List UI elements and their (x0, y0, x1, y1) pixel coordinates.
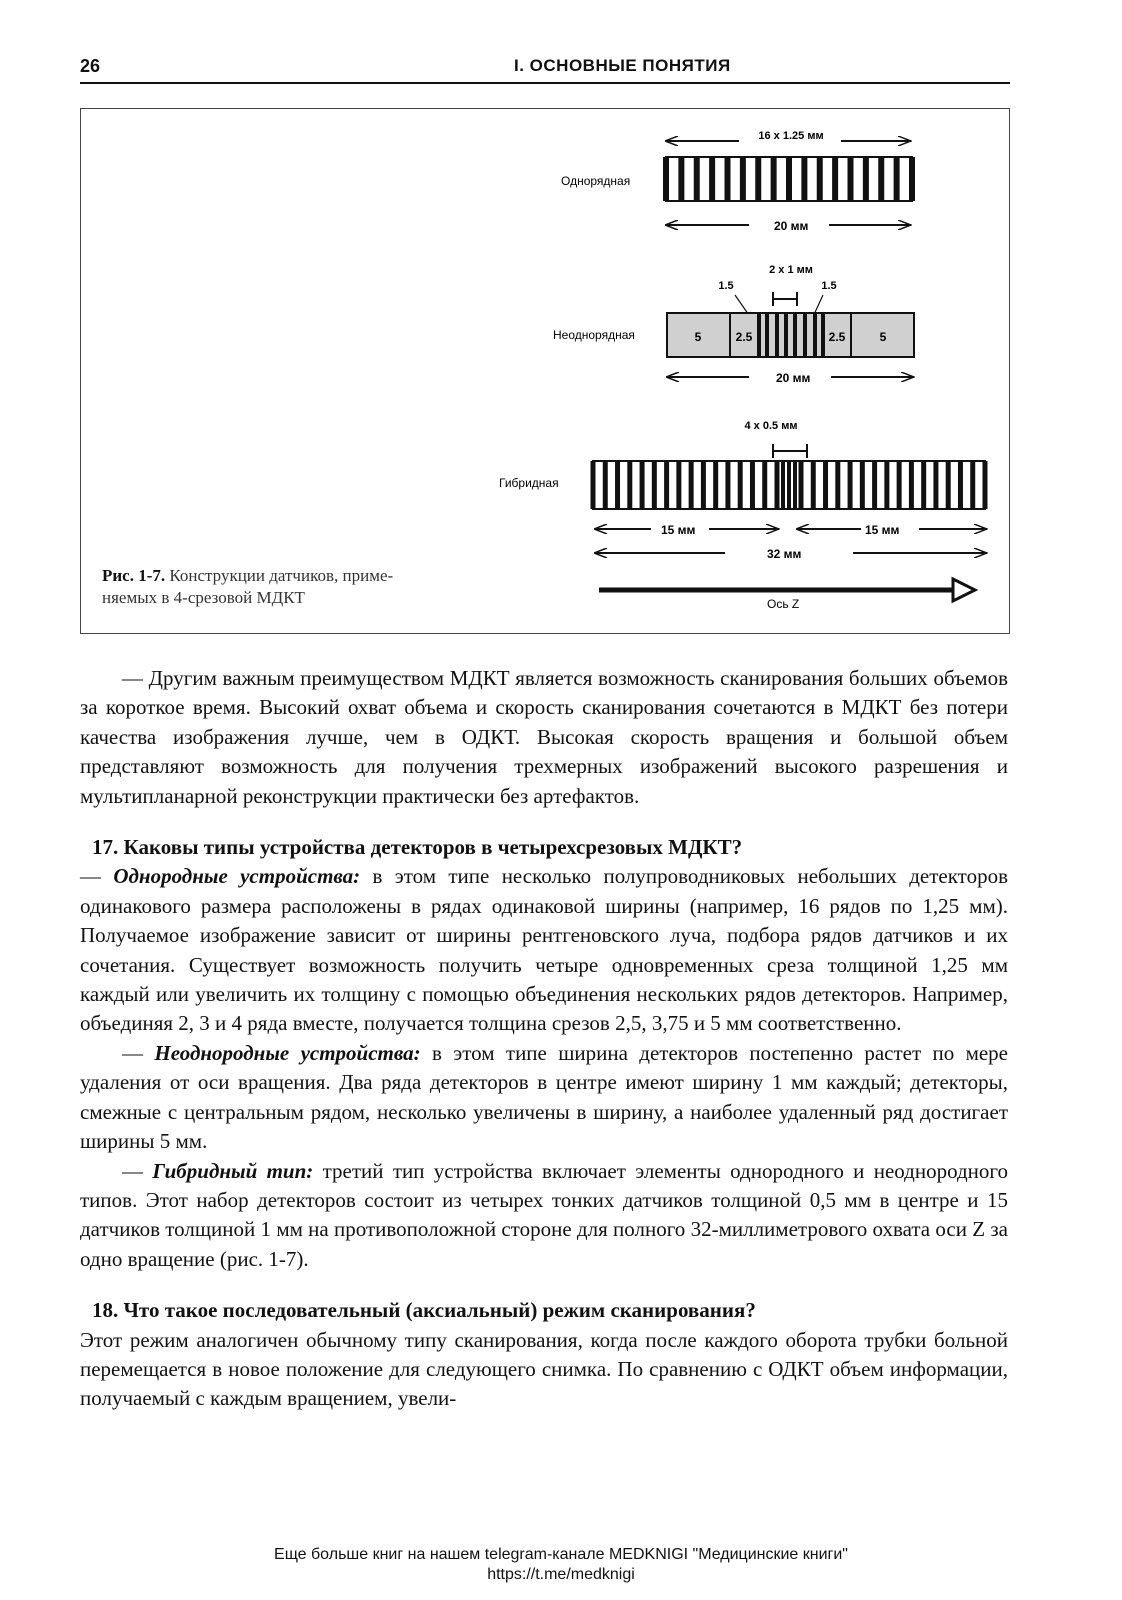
detector-element (872, 461, 877, 509)
detector-element (755, 157, 761, 201)
caption-text-line1: Конструкции датчиков, приме- (165, 566, 394, 585)
detector-element (771, 157, 777, 201)
detector-element (615, 461, 620, 509)
detector-element (793, 313, 797, 357)
detector-element (817, 157, 823, 201)
detector-element (801, 157, 807, 201)
text-hybrid: третий тип устройства включает элементы однородного и неоднородного типов. Этот набор детекторов состоит из четырех тонких датчиков толщиной 0,5 мм в центре и 15 датчиков толщиной 1 мм на противоположной стороне для полного 32-миллиметрового охвата оси Z за одно вращение (рис. 1-7). (80, 1158, 1009, 1271)
row-uniform (561, 130, 915, 233)
detector-element (803, 313, 807, 357)
detector-element (933, 461, 938, 509)
term-nonuniform: Неоднородные устройства: (154, 1040, 421, 1065)
detector-element (863, 157, 869, 201)
detector-element (832, 157, 838, 201)
row2-cell-4: 5 (879, 330, 887, 344)
detector-element (894, 157, 900, 201)
detector-element-thin (781, 461, 785, 509)
row2-cell-2: 2.5 (735, 330, 753, 344)
detector-element (878, 157, 884, 201)
detector-element-thin (793, 461, 797, 509)
detector-element-thin (787, 461, 791, 509)
row2-cell-3: 2.5 (828, 330, 846, 344)
row-nonuniform (553, 264, 914, 385)
detector-element (897, 461, 902, 509)
detector-element (757, 313, 761, 357)
detector-element (784, 313, 788, 357)
detector-element (762, 461, 767, 509)
detector-element (821, 313, 825, 357)
detector-element (775, 461, 780, 509)
row2-right-small: 1.5 (821, 280, 837, 292)
row-hybrid (499, 420, 988, 561)
detector-element (725, 461, 730, 509)
detector-element (664, 461, 669, 509)
detector-element (823, 461, 828, 509)
page-footer (0, 1545, 1122, 1585)
detector-element (750, 461, 755, 509)
figure-detector-designs (80, 108, 1010, 634)
detector-element (983, 461, 988, 509)
question-18-heading: 18. Что такое последовательный (аксиальный) режим сканирования? (92, 1298, 756, 1323)
row1-label: Однорядная (561, 174, 631, 188)
detector-element (848, 461, 853, 509)
term-uniform: Однородные устройства: (113, 864, 361, 889)
row3-label: Гибридная (499, 476, 559, 490)
detector-element (811, 461, 816, 509)
page-header (80, 56, 1010, 84)
detector-element (970, 461, 975, 509)
detector-element (799, 461, 804, 509)
detector-element (848, 157, 854, 201)
paragraph-hybrid (80, 1157, 1008, 1275)
row2-bottom-dim: 20 мм (776, 371, 811, 385)
detector-element (738, 461, 743, 509)
detector-element (627, 461, 632, 509)
detector-element (946, 461, 951, 509)
detector-element (591, 461, 596, 509)
detector-element (713, 461, 718, 509)
detector-element (921, 461, 926, 509)
detector-element (909, 461, 914, 509)
detector-element (813, 313, 817, 357)
detector-element (709, 157, 715, 201)
row1-top-dim: 16 x 1.25 мм (758, 130, 824, 142)
question-17-heading: 17. Каковы типы устройства детекторов в четырехсрезовых МДКТ? (92, 835, 743, 860)
paragraph-axial-mode: Этот режим аналогичен обычному типу сканирования, когда после каждого оборота трубки больной перемещается в новое положение для следующего снимка. По сравнению с ОДКТ объем информации, получаемый с каждым вращением, увели- (80, 1327, 1008, 1411)
dash: — (80, 864, 114, 889)
body-text (80, 664, 1008, 1414)
detector-element (701, 461, 706, 509)
detector-element (786, 157, 792, 201)
detector-element (640, 461, 645, 509)
detector-element (765, 313, 769, 357)
row3-top-dim: 4 x 0.5 мм (744, 420, 798, 432)
z-axis-label: Ось Z (767, 597, 800, 611)
detector-element (689, 461, 694, 509)
caption-label: Рис. 1-7. (102, 566, 166, 585)
detector-element (884, 461, 889, 509)
footer-link[interactable]: https://t.me/medknigi (487, 1566, 635, 1583)
row3-left-dim: 15 мм (661, 523, 696, 537)
detector-element (676, 461, 681, 509)
row2-top-dim: 2 x 1 мм (769, 264, 813, 276)
detector-element (740, 157, 746, 201)
footer-promo: Еще больше книг на нашем telegram-канале MEDKNIGI "Медицинские книги" (274, 1546, 848, 1563)
running-head: I. ОСНОВНЫЕ ПОНЯТИЯ (514, 56, 731, 75)
figure-caption (102, 565, 522, 609)
paragraph-uniform (80, 862, 1008, 1038)
detector-element (652, 461, 657, 509)
detector-element (694, 157, 700, 201)
detector-element (663, 157, 669, 201)
page-number: 26 (80, 56, 101, 76)
dash: — (122, 1158, 153, 1183)
z-axis (599, 579, 975, 611)
caption-text-line2: няемых в 4-срезовой МДКТ (102, 588, 305, 607)
paragraph-mdct-advantage: — Другим важным преимуществом МДКТ является возможность сканирования больших объемов за короткое время. Высокий охват объема и скорость сканирования сочетаются в МДКТ без потери качества изображения лучше, чем в ОДКТ. Высокая скорость вращения и большой объем представляют возможность для получения трехмерных изображений высокого разрешения и мультипланарной реконструкции практически без артефактов. (80, 666, 1008, 808)
text-uniform: в этом типе несколько полупроводниковых небольших детекторов одинакового размера расположены в рядах одинаковой ширины (например, 16 рядов по 1,25 мм). Получаемое изображение зависит от ширины рентгеновского луча, подбора рядов датчиков и их сочетания. Существует возможность получить четыре одновременных среза толщиной 1,25 мм каждый или увеличить их толщину с помощью объединения нескольких рядов детекторов. Например, объединяя 2, 3 и 4 ряда вместе, получается толщина срезов 2,5, 3,75 и 5 мм соответственно. (80, 864, 1008, 1036)
detector-element (835, 461, 840, 509)
detector-element (603, 461, 608, 509)
detector-element (725, 157, 731, 201)
detector-element (678, 157, 684, 201)
row2-label: Неоднорядная (553, 328, 635, 342)
text-nonuniform: в этом типе ширина детекторов постепенно растет по мере удаления от оси вращения. Два ряда детекторов в центре имеют ширину 1 мм каждый; детекторы, смежные с центральным рядом, несколько увеличены в ширину, а наиболее удаленный ряд достигает ширины 5 мм. (80, 1040, 1009, 1154)
row2-left-small: 1.5 (718, 280, 734, 292)
row1-bottom-dim: 20 мм (774, 219, 809, 233)
row3-bottom-dim: 32 мм (767, 547, 802, 561)
term-hybrid: Гибридный тип: (152, 1158, 314, 1183)
detector-element (958, 461, 963, 509)
detector-diagram (81, 109, 1009, 633)
detector-element (775, 313, 779, 357)
paragraph-nonuniform (80, 1039, 1008, 1157)
row2-cell-1: 5 (694, 330, 702, 344)
dash: — (122, 1040, 155, 1065)
detector-element (909, 157, 915, 201)
row3-right-dim: 15 мм (865, 523, 900, 537)
detector-element (860, 461, 865, 509)
